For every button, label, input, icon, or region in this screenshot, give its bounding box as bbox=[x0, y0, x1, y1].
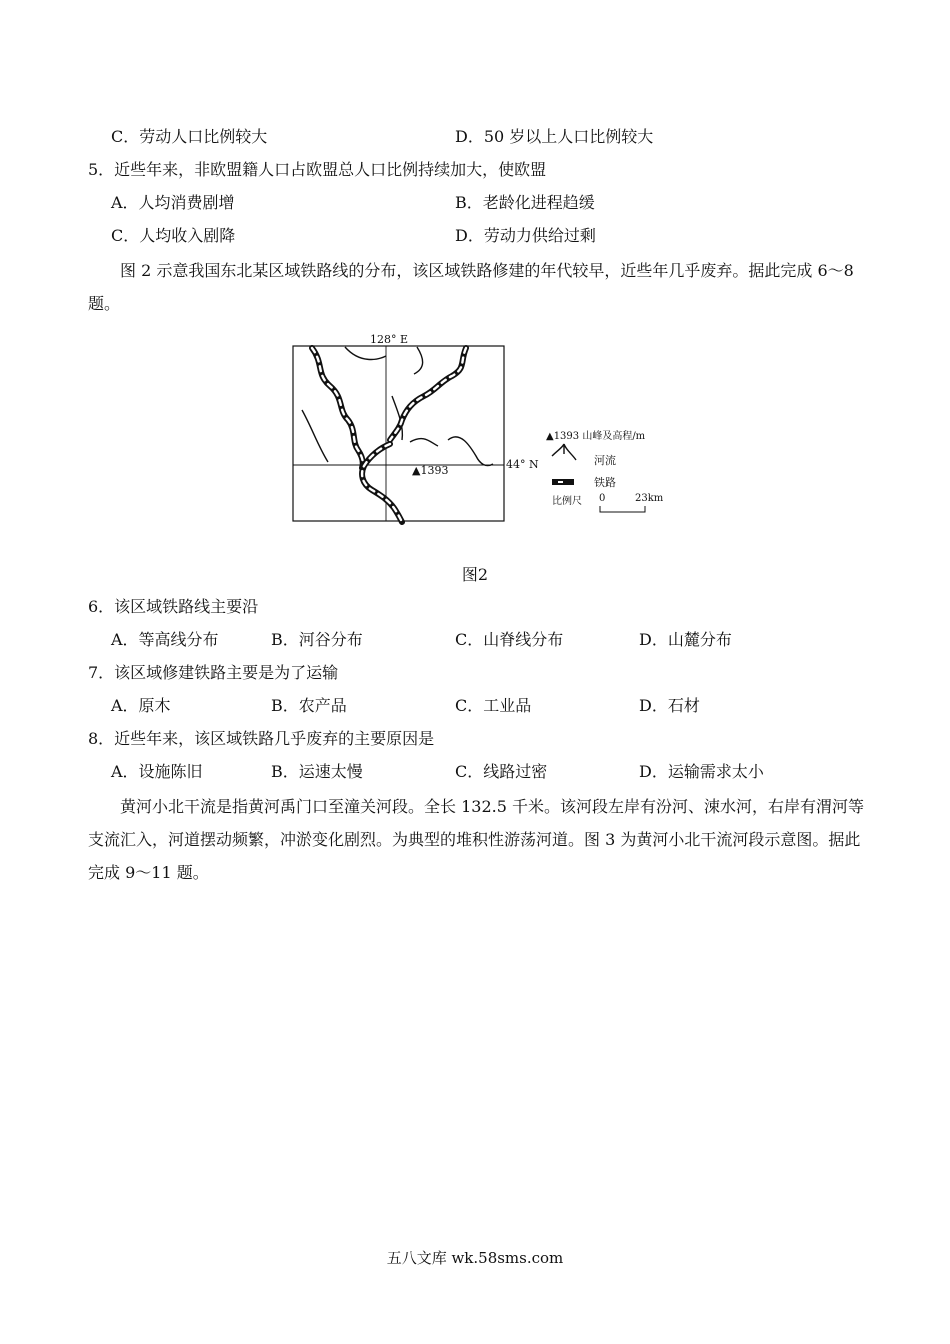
q8-stem: 8．近些年来，该区域铁路几乎废弃的主要原因是 bbox=[88, 729, 435, 748]
q7-option-a: A．原木 bbox=[111, 696, 171, 715]
q7-option-d: D．石材 bbox=[639, 696, 700, 715]
legend-scale-zero: 0 bbox=[599, 493, 606, 504]
legend-peak: ▲1393 山峰及高程/m bbox=[546, 431, 646, 442]
q8-option-c: C．线路过密 bbox=[455, 762, 548, 781]
q4-option-d: D．50 岁以上人口比例较大 bbox=[455, 127, 654, 146]
figure-2-map bbox=[290, 333, 680, 524]
q6-option-d: D．山麓分布 bbox=[639, 630, 732, 649]
intro-questions-6-8: 图 2 示意我国东北某区域铁路线的分布，该区域铁路修建的年代较早，近些年几乎废弃。据此完成 6～8 题。 bbox=[88, 261, 854, 313]
q6-stem: 6．该区域铁路线主要沿 bbox=[88, 597, 259, 616]
q8-option-a: A．设施陈旧 bbox=[111, 762, 203, 781]
intro-questions-9-11: 黄河小北干流是指黄河禹门口至潼关河段。全长 132.5 千米。该河段左岸有汾河、涑水河，右岸有渭河等支流汇入，河道摆动频繁，冲淤变化剧烈。为典型的堆积性游荡河道。图 3 为黄河小北干流河段示意图。据此完成 9～11 题。 bbox=[88, 797, 864, 882]
legend-scale-bar bbox=[600, 506, 645, 512]
legend-scale-value: 23km bbox=[635, 493, 664, 504]
q7-stem: 7．该区域修建铁路主要是为了运输 bbox=[88, 663, 339, 682]
figure-2-caption: 图2 bbox=[461, 565, 489, 584]
q4-option-c: C．劳动人口比例较大 bbox=[111, 127, 268, 146]
legend-scale-label: 比例尺 bbox=[552, 496, 582, 507]
q5-option-b: B．老龄化进程趋缓 bbox=[455, 193, 595, 212]
q7-option-b: B．农产品 bbox=[271, 696, 347, 715]
map-frame bbox=[293, 346, 504, 521]
q8-option-b: B．运速太慢 bbox=[271, 762, 363, 781]
map-legend bbox=[546, 429, 664, 512]
page-footer: 五八文库 wk.58sms.com bbox=[386, 1249, 564, 1267]
q6-option-a: A．等高线分布 bbox=[111, 630, 219, 649]
peak-label: ▲1393 bbox=[412, 464, 449, 477]
longitude-label: 128° E bbox=[370, 333, 409, 346]
q5-stem: 5．近些年来，非欧盟籍人口占欧盟总人口比例持续加大，使欧盟 bbox=[88, 160, 547, 179]
q6-option-c: C．山脊线分布 bbox=[455, 630, 564, 649]
railways bbox=[312, 348, 466, 522]
q5-option-c: C．人均收入剧降 bbox=[111, 226, 236, 245]
legend-river-icon bbox=[552, 444, 576, 460]
legend-river: 河流 bbox=[594, 454, 616, 467]
q5-option-d: D．劳动力供给过剩 bbox=[455, 226, 596, 245]
q5-option-a: A．人均消费剧增 bbox=[111, 193, 235, 212]
q8-option-d: D．运输需求太小 bbox=[639, 762, 764, 781]
q7-option-c: C．工业品 bbox=[455, 696, 532, 715]
latitude-label: 44° N bbox=[506, 458, 539, 471]
q6-option-b: B．河谷分布 bbox=[271, 630, 363, 649]
legend-railway: 铁路 bbox=[594, 476, 616, 489]
